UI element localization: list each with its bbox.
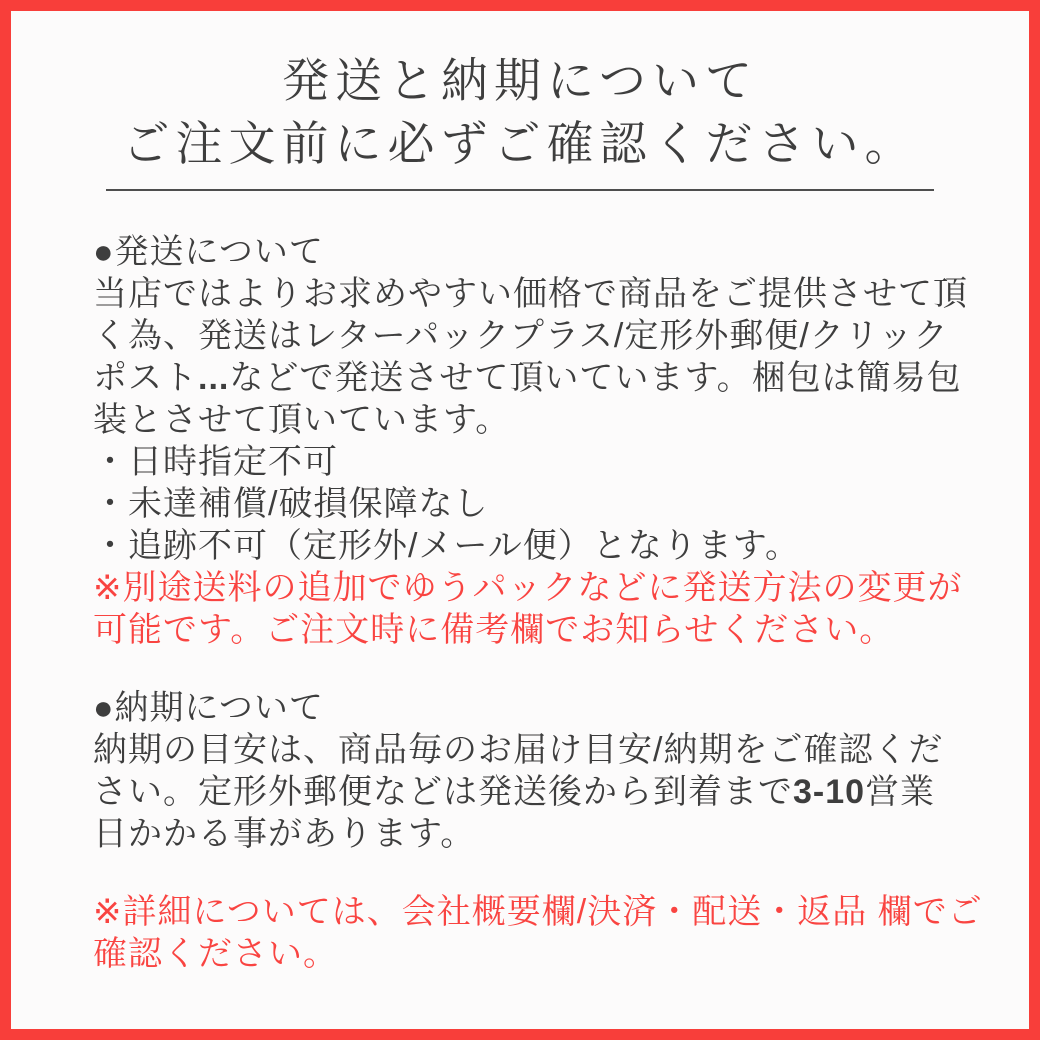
shipping-note-line-2: 可能です。ご注文時に備考欄でお知らせください。 xyxy=(93,611,895,649)
shipping-paragraph-line-2: く為、発送はレターパックプラス/定形外郵便/クリック xyxy=(93,317,949,355)
delivery-paragraph-line-2 xyxy=(93,771,979,813)
shipping-bullet-no-datetime: ・日時指定不可 xyxy=(93,443,338,481)
text-segment: ポスト xyxy=(93,359,198,397)
page-title xyxy=(11,49,1029,175)
shipping-paragraph-line-3 xyxy=(93,357,979,399)
footer-note-line-1: ※詳細については、会社概要欄/決済・配送・返品 欄でご xyxy=(93,893,983,931)
shipping-paragraph-line-1: 当店ではよりお求めやすい価格で商品をご提供させて頂 xyxy=(93,275,968,313)
notice-body xyxy=(93,231,983,975)
section-spacer xyxy=(93,855,979,891)
shipping-section-heading: ●発送について xyxy=(93,233,324,271)
shipping-note-line-1: ※別途送料の追加でゆうパックなどに発送方法の変更が xyxy=(93,569,963,607)
title-underline xyxy=(106,189,934,191)
delivery-paragraph-line-3: 日かかる事があります。 xyxy=(93,815,476,853)
footer-note-line-2: 確認ください。 xyxy=(93,935,338,973)
shipping-bullet-no-tracking: ・追跡不可（定形外/メール便）となります。 xyxy=(93,527,801,565)
page-title-line-1: 発送と納期について xyxy=(281,54,759,107)
text-segment: などで発送させて頂いています。梱包は簡易包 xyxy=(229,359,962,397)
delivery-section-heading: ●納期について xyxy=(93,689,324,727)
business-days-range: 3-10 xyxy=(793,773,866,811)
text-segment: さい。定形外郵便などは発送後から到着まで xyxy=(93,773,793,811)
section-spacer xyxy=(93,651,979,687)
ellipsis-text: ... xyxy=(198,359,230,397)
shipping-bullet-no-compensation: ・未達補償/破損保障なし xyxy=(93,485,489,523)
text-segment: 営業 xyxy=(865,773,936,811)
shipping-paragraph-line-4: 装とさせて頂いています。 xyxy=(93,401,511,439)
page-title-line-2: ご注文前に必ずご確認ください。 xyxy=(122,117,918,170)
delivery-paragraph-line-1: 納期の目安は、商品毎のお届け目安/納期をご確認くだ xyxy=(93,731,944,769)
